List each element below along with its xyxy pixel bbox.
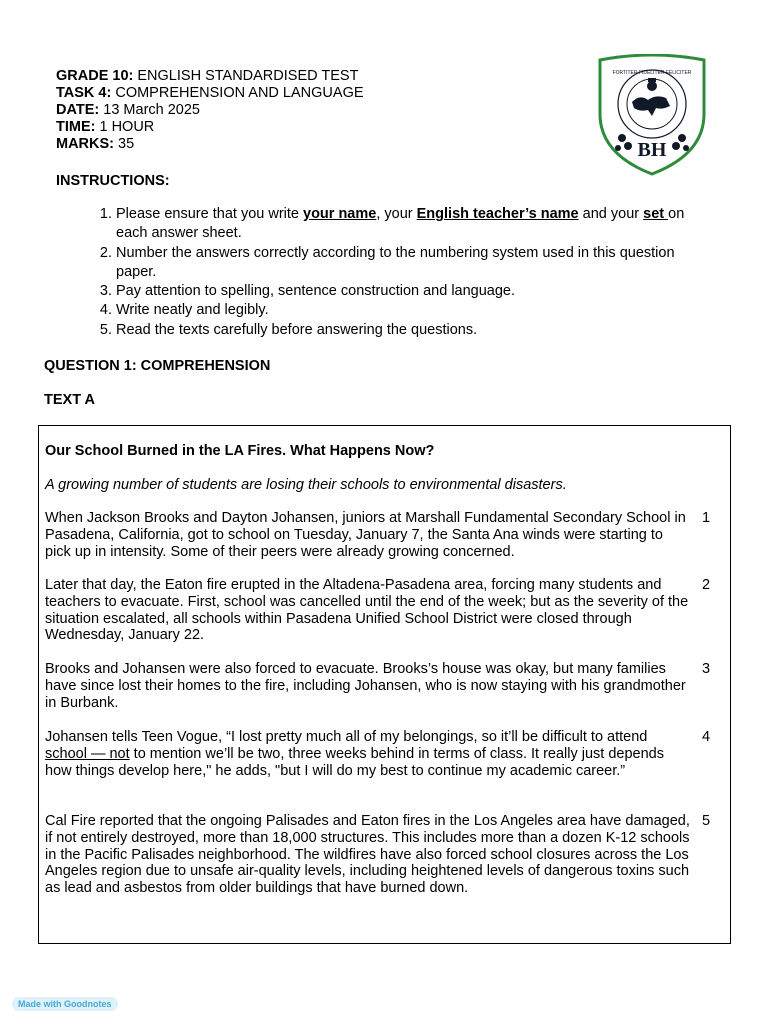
instr-text: on each answer sheet. xyxy=(116,206,685,242)
instr-text: , your xyxy=(376,206,417,222)
list-item: 5. Read the texts carefully before answering the questions. xyxy=(116,321,716,340)
paragraph-number: 3 xyxy=(702,661,711,677)
question-title: QUESTION 1: COMPREHENSION xyxy=(44,358,271,374)
underlined-text: school — not xyxy=(45,745,130,762)
marks-value: 35 xyxy=(114,136,135,152)
list-item: 4. Write neatly and legibly. xyxy=(116,301,716,320)
task-label: TASK 4: xyxy=(56,85,112,101)
paragraph-3: Brooks and Johansen were also forced to evacuate. Brooks’s house was okay, but many families have since lost their homes to the fire, including Johansen, who is now staying with his grandmother in Burbank. xyxy=(45,661,686,711)
instr-emphasis: set xyxy=(643,206,669,222)
paragraph-1: When Jackson Brooks and Dayton Johansen, juniors at Marshall Fundamental Secondary School in Pasadena, California, got to school on Tuesday, January 7, the Santa Ana winds were starting to pick up in intensity. Some of their peers were already growing concerned. xyxy=(45,510,686,560)
watermark-brand: Goodnotes xyxy=(64,999,112,1009)
paragraph-number: 1 xyxy=(702,510,711,526)
date-label: DATE: xyxy=(56,102,100,118)
task-line xyxy=(56,85,364,102)
paragraph-4 xyxy=(45,729,690,779)
instructions-list xyxy=(92,205,716,340)
crest-monogram: BH xyxy=(637,139,667,161)
goodnotes-watermark xyxy=(12,997,118,1011)
list-item: 2. Number the answers correctly according to the numbering system used in this question paper. xyxy=(116,244,716,283)
paragraph-text: to mention we’ll be two, three weeks behind in terms of class. It really just depends how things develop here," he adds, "but I will do my best to continue my academic career.” xyxy=(45,745,664,779)
instr-text: Please ensure that you write xyxy=(116,206,303,222)
article-subtitle: A growing number of students are losing their schools to environmental disasters. xyxy=(45,477,567,493)
paragraph-2: Later that day, the Eaton fire erupted in the Altadena-Pasadena area, forcing many students and teachers to evacuate. First, school was cancelled until the end of the week; but as the severity of the situation escalated, all schools within Pasadena Unified School District were closed through Wednesday, January 22. xyxy=(45,577,689,644)
time-line xyxy=(56,119,364,136)
date-value: 13 March 2025 xyxy=(99,102,200,118)
text-label: TEXT A xyxy=(44,392,96,408)
grade-line xyxy=(56,68,364,85)
instr-emphasis: English teacher’s name xyxy=(416,206,579,222)
grade-value: ENGLISH STANDARDISED TEST xyxy=(133,68,359,84)
test-header xyxy=(56,68,364,153)
paragraph-number: 5 xyxy=(702,813,711,829)
paragraph-number: 4 xyxy=(702,729,711,745)
crest-motto: FORTITER FIDELITER FELICITER xyxy=(612,70,692,76)
list-item: 3. Pay attention to spelling, sentence construction and language. xyxy=(116,282,716,301)
task-value: COMPREHENSION AND LANGUAGE xyxy=(111,85,364,101)
list-item xyxy=(116,205,716,244)
marks-line xyxy=(56,136,364,153)
paragraph-text: Johansen tells Teen Vogue, “I lost pretty much all of my belongings, so it’ll be difficult to attend xyxy=(45,729,648,745)
watermark-prefix: Made with xyxy=(18,999,65,1009)
paragraph-5: Cal Fire reported that the ongoing Palisades and Eaton fires in the Los Angeles area have damaged, if not entirely destroyed, more than 18,000 structures. This includes more than a dozen K-12 schools in the Pacific Palisades neighborhood. The wildfires have also forced school closures across the Los Angeles region due to unsafe air-quality levels, including heightened levels of dangerous toxins such as lead and asbestos from older buildings that have burned down. xyxy=(45,813,690,897)
article-box xyxy=(38,425,731,944)
date-line xyxy=(56,102,364,119)
time-value: 1 HOUR xyxy=(95,119,155,135)
paragraph-number: 2 xyxy=(702,577,711,593)
instr-emphasis: your name xyxy=(303,206,377,222)
time-label: TIME: xyxy=(56,119,96,135)
article-title: Our School Burned in the LA Fires. What Happens Now? xyxy=(45,443,435,459)
instr-text: and your xyxy=(578,206,644,222)
instructions-title: INSTRUCTIONS: xyxy=(56,173,170,189)
grade-label: GRADE 10: xyxy=(56,68,134,84)
marks-label: MARKS: xyxy=(56,136,114,152)
school-crest-logo xyxy=(596,54,708,176)
